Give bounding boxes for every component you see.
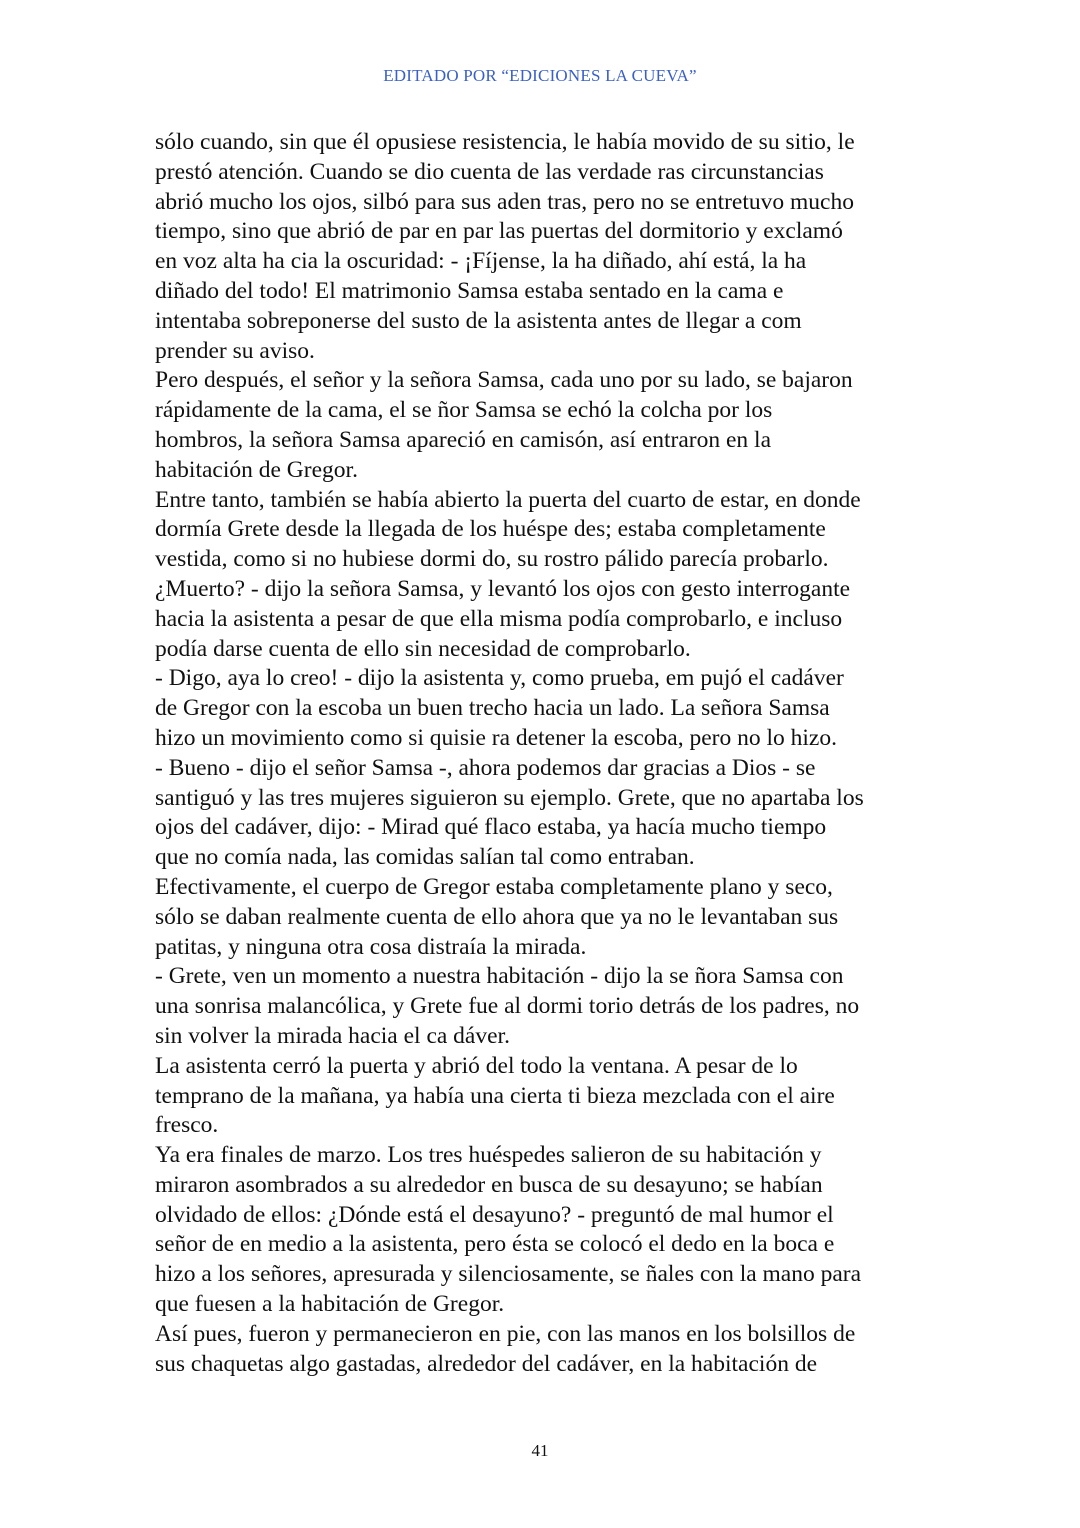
text-line: temprano de la mañana, ya había una cierta ti bieza mezclada con el aire xyxy=(155,1082,835,1109)
text-line: Ya era finales de marzo. Los tres huéspedes salieron de su habitación y xyxy=(155,1142,822,1169)
text-line: habitación de Gregor. xyxy=(155,456,358,483)
text-line: Entre tanto, también se había abierto la puerta del cuarto de estar, en donde xyxy=(155,486,861,513)
text-line: - Digo, aya lo creo! - dijo la asistenta y, como prueba, em pujó el cadáver xyxy=(155,665,844,692)
text-line: fresco. xyxy=(155,1112,219,1139)
text-line: santiguó y las tres mujeres siguieron su ejemplo. Grete, que no apartaba los xyxy=(155,784,864,811)
text-line: abrió mucho los ojos, silbó para sus aden tras, pero no se entretuvo mucho xyxy=(155,188,854,215)
text-line: vestida, como si no hubiese dormi do, su rostro pálido parecía probarlo. xyxy=(155,546,829,573)
text-line: patitas, y ninguna otra cosa distraía la mirada. xyxy=(155,933,587,960)
text-line: una sonrisa malancólica, y Grete fue al dormi torio detrás de los padres, no xyxy=(155,993,860,1020)
text-line: tiempo, sino que abrió de par en par las puertas del dormitorio y exclamó xyxy=(155,218,843,245)
text-line: hizo a los señores, apresurada y silenciosamente, se ñales con la mano para xyxy=(155,1261,862,1288)
text-line: sólo se daban realmente cuenta de ello ahora que ya no le levantaban sus xyxy=(155,903,839,930)
text-line: ¿Muerto? - dijo la señora Samsa, y levantó los ojos con gesto interrogante xyxy=(155,575,851,602)
text-line: podía darse cuenta de ello sin necesidad de comprobarlo. xyxy=(155,635,691,662)
text-line: ojos del cadáver, dijo: - Mirad qué flaco estaba, ya hacía mucho tiempo xyxy=(155,814,827,841)
text-line: diñado del todo! El matrimonio Samsa estaba sentado en la cama e xyxy=(155,277,784,304)
text-line: prestó atención. Cuando se dio cuenta de las verdade ras circunstancias xyxy=(155,158,824,185)
text-line: hizo un movimiento como si quisie ra detener la escoba, pero no lo hizo. xyxy=(155,724,837,751)
text-line: - Bueno - dijo el señor Samsa -, ahora podemos dar gracias a Dios - se xyxy=(155,754,816,781)
page-body xyxy=(155,128,935,1379)
text-line: de Gregor con la escoba un buen trecho hacia un lado. La señora Samsa xyxy=(155,695,830,722)
text-line: rápidamente de la cama, el se ñor Samsa se echó la colcha por los xyxy=(155,397,773,424)
text-line: sus chaquetas algo gastadas, alrededor del cadáver, en la habitación de xyxy=(155,1350,817,1377)
text-line: intentaba sobreponerse del susto de la asistenta antes de llegar a com xyxy=(155,307,802,334)
text-line: Así pues, fueron y permanecieron en pie, con las manos en los bolsillos de xyxy=(155,1320,856,1347)
page-header: EDITADO POR “EDICIONES LA CUEVA” xyxy=(383,66,697,85)
text-line: Pero después, el señor y la señora Samsa, cada uno por su lado, se bajaron xyxy=(155,367,853,394)
text-line: hombros, la señora Samsa apareció en camisón, así entraron en la xyxy=(155,426,772,453)
text-line: miraron asombrados a su alrededor en busca de su desayuno; se habían xyxy=(155,1171,823,1198)
text-line: prender su aviso. xyxy=(155,337,315,364)
text-line: Efectivamente, el cuerpo de Gregor estaba completamente plano y seco, xyxy=(155,873,833,900)
text-line: olvidado de ellos: ¿Dónde está el desayuno? - preguntó de mal humor el xyxy=(155,1201,834,1228)
text-line: sólo cuando, sin que él opusiese resistencia, le había movido de su sitio, le xyxy=(155,129,855,155)
text-line: en voz alta ha cia la oscuridad: - ¡Fíjense, la ha diñado, ahí está, la ha xyxy=(155,248,807,275)
text-line: que no comía nada, las comidas salían tal como entraban. xyxy=(155,844,695,871)
text-line: señor de en medio a la asistenta, pero ésta se colocó el dedo en la boca e xyxy=(155,1231,835,1258)
text-line: sin volver la mirada hacia el ca dáver. xyxy=(155,1022,510,1049)
text-line: - Grete, ven un momento a nuestra habitación - dijo la se ñora Samsa con xyxy=(155,963,844,990)
text-line: que fuesen a la habitación de Gregor. xyxy=(155,1291,505,1318)
text-line: La asistenta cerró la puerta y abrió del todo la ventana. A pesar de lo xyxy=(155,1052,798,1079)
text-line: dormía Grete desde la llegada de los huéspe des; estaba completamente xyxy=(155,516,826,543)
text-line: hacia la asistenta a pesar de que ella misma podía comprobarlo, e incluso xyxy=(155,605,843,632)
page-number: 41 xyxy=(531,1441,549,1460)
